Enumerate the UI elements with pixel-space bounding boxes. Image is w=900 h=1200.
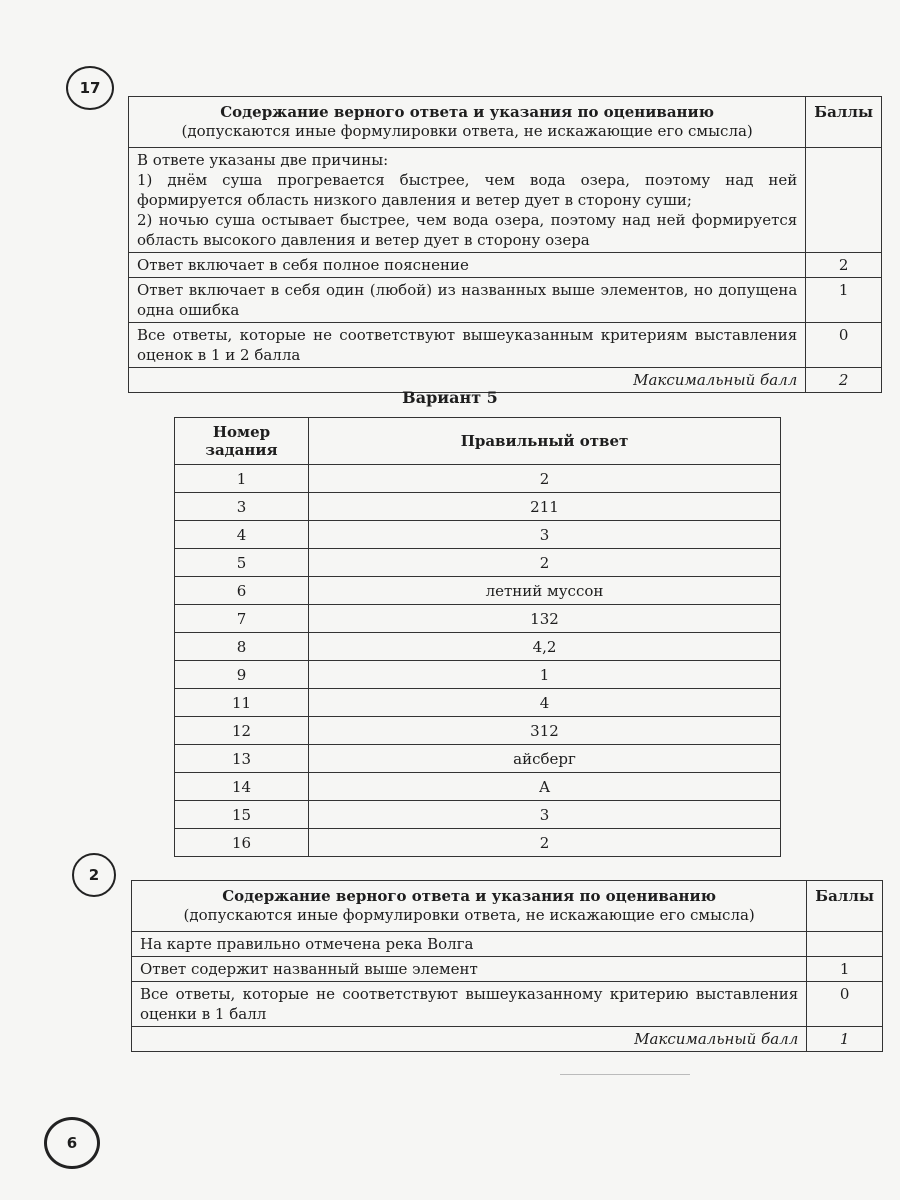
task-number-cell: 16 [175, 829, 309, 857]
correct-answer-cell: 4,2 [309, 633, 781, 661]
correct-answer-cell: 2 [309, 549, 781, 577]
answers-body [175, 465, 781, 857]
criteria-table-task17 [128, 96, 882, 393]
answer-table-row [175, 605, 781, 633]
task-number-cell: 8 [175, 633, 309, 661]
page-number: 6 [66, 1134, 78, 1152]
task-number-cell: 5 [175, 549, 309, 577]
variant-title: Вариант 5 [402, 388, 498, 407]
correct-answer-cell: 2 [309, 465, 781, 493]
criteria-row: Ответ содержит названный выше элемент 1 [132, 957, 883, 982]
criteria-row: Все ответы, которые не соответствуют вышеуказанному критерию выставления оценки в 1 балл 0 [132, 982, 883, 1027]
header-content: Содержание верного ответа и указания по оцениванию (допускаются иные формулировки ответа, не искажающие его смысла) [129, 97, 806, 148]
task-number-cell: 15 [175, 801, 309, 829]
max-score-label: Максимальный балл [129, 368, 806, 393]
answer-table-row [175, 577, 781, 605]
correct-answer-cell: 4 [309, 689, 781, 717]
header-points: Баллы [806, 97, 882, 148]
answer-table-row [175, 521, 781, 549]
answer-table-row [175, 773, 781, 801]
correct-answer-cell: 1 [309, 661, 781, 689]
task-number-cell: 1 [175, 465, 309, 493]
task-number-cell: 4 [175, 521, 309, 549]
max-score-value: 1 [807, 1027, 883, 1052]
task-number-cell: 9 [175, 661, 309, 689]
task-number-badge [72, 853, 116, 897]
table-header-row [129, 97, 882, 148]
answer-row [129, 148, 882, 253]
table-header-row [132, 881, 883, 932]
task-number-cell: 6 [175, 577, 309, 605]
answers-header-row [175, 418, 781, 465]
task-number-cell: 14 [175, 773, 309, 801]
answer-table-row [175, 829, 781, 857]
answer-table-row [175, 493, 781, 521]
answer-table-row [175, 549, 781, 577]
task-number: 2 [88, 866, 100, 884]
task-number-cell: 11 [175, 689, 309, 717]
correct-answer-cell: 3 [309, 521, 781, 549]
answer-table-row [175, 465, 781, 493]
answer-table-row [175, 717, 781, 745]
header-content: Содержание верного ответа и указания по оцениванию (допускаются иные формулировки ответа, не искажающие его смысла) [132, 881, 807, 932]
criteria-row: Все ответы, которые не соответствуют вышеуказанным критериям выставления оценок в 1 и 2 балла 0 [129, 323, 882, 368]
correct-answer-cell: 132 [309, 605, 781, 633]
page-number-badge [44, 1117, 100, 1169]
divider [560, 1074, 690, 1075]
max-score-value: 2 [806, 368, 882, 393]
answer-table-row [175, 745, 781, 773]
correct-answer-cell: А [309, 773, 781, 801]
answer-table-row [175, 689, 781, 717]
max-score-label: Максимальный балл [132, 1027, 807, 1052]
correct-answer-cell: айсберг [309, 745, 781, 773]
task-number: 17 [79, 79, 101, 97]
answer-table-row [175, 801, 781, 829]
task-number-cell: 12 [175, 717, 309, 745]
answer-points [806, 148, 882, 253]
max-score-row [132, 1027, 883, 1052]
correct-answer-cell: 2 [309, 829, 781, 857]
header-correct-answer: Правильный ответ [309, 418, 781, 465]
task-number-cell: 3 [175, 493, 309, 521]
answer-table-row [175, 661, 781, 689]
task-number-cell: 13 [175, 745, 309, 773]
correct-answer-cell: 3 [309, 801, 781, 829]
correct-answer-cell: 312 [309, 717, 781, 745]
criteria-row: На карте правильно отмечена река Волга [132, 932, 883, 957]
header-points: Баллы [807, 881, 883, 932]
header-task-number: Номер задания [175, 418, 309, 465]
answers-table [174, 417, 781, 857]
criteria-table-task2 [131, 880, 883, 1052]
criteria-row: Ответ включает в себя один (любой) из названных выше элементов, но допущена одна ошибка 1 [129, 278, 882, 323]
correct-answer-cell: летний муссон [309, 577, 781, 605]
criteria-row: Ответ включает в себя полное пояснение 2 [129, 253, 882, 278]
correct-answer-cell: 211 [309, 493, 781, 521]
answer-table-row [175, 633, 781, 661]
task-number-cell: 7 [175, 605, 309, 633]
task-number-badge [66, 66, 114, 110]
answer-content: В ответе указаны две причины: 1) днём суша прогревается быстрее, чем вода озера, поэтому над ней формируется область низкого давления и ветер дует в сторону суши; 2) ночью суша остывает быстрее, чем вода озера, поэтому над ней формируется область высокого давления и ветер дует в сторону озера [129, 148, 806, 253]
